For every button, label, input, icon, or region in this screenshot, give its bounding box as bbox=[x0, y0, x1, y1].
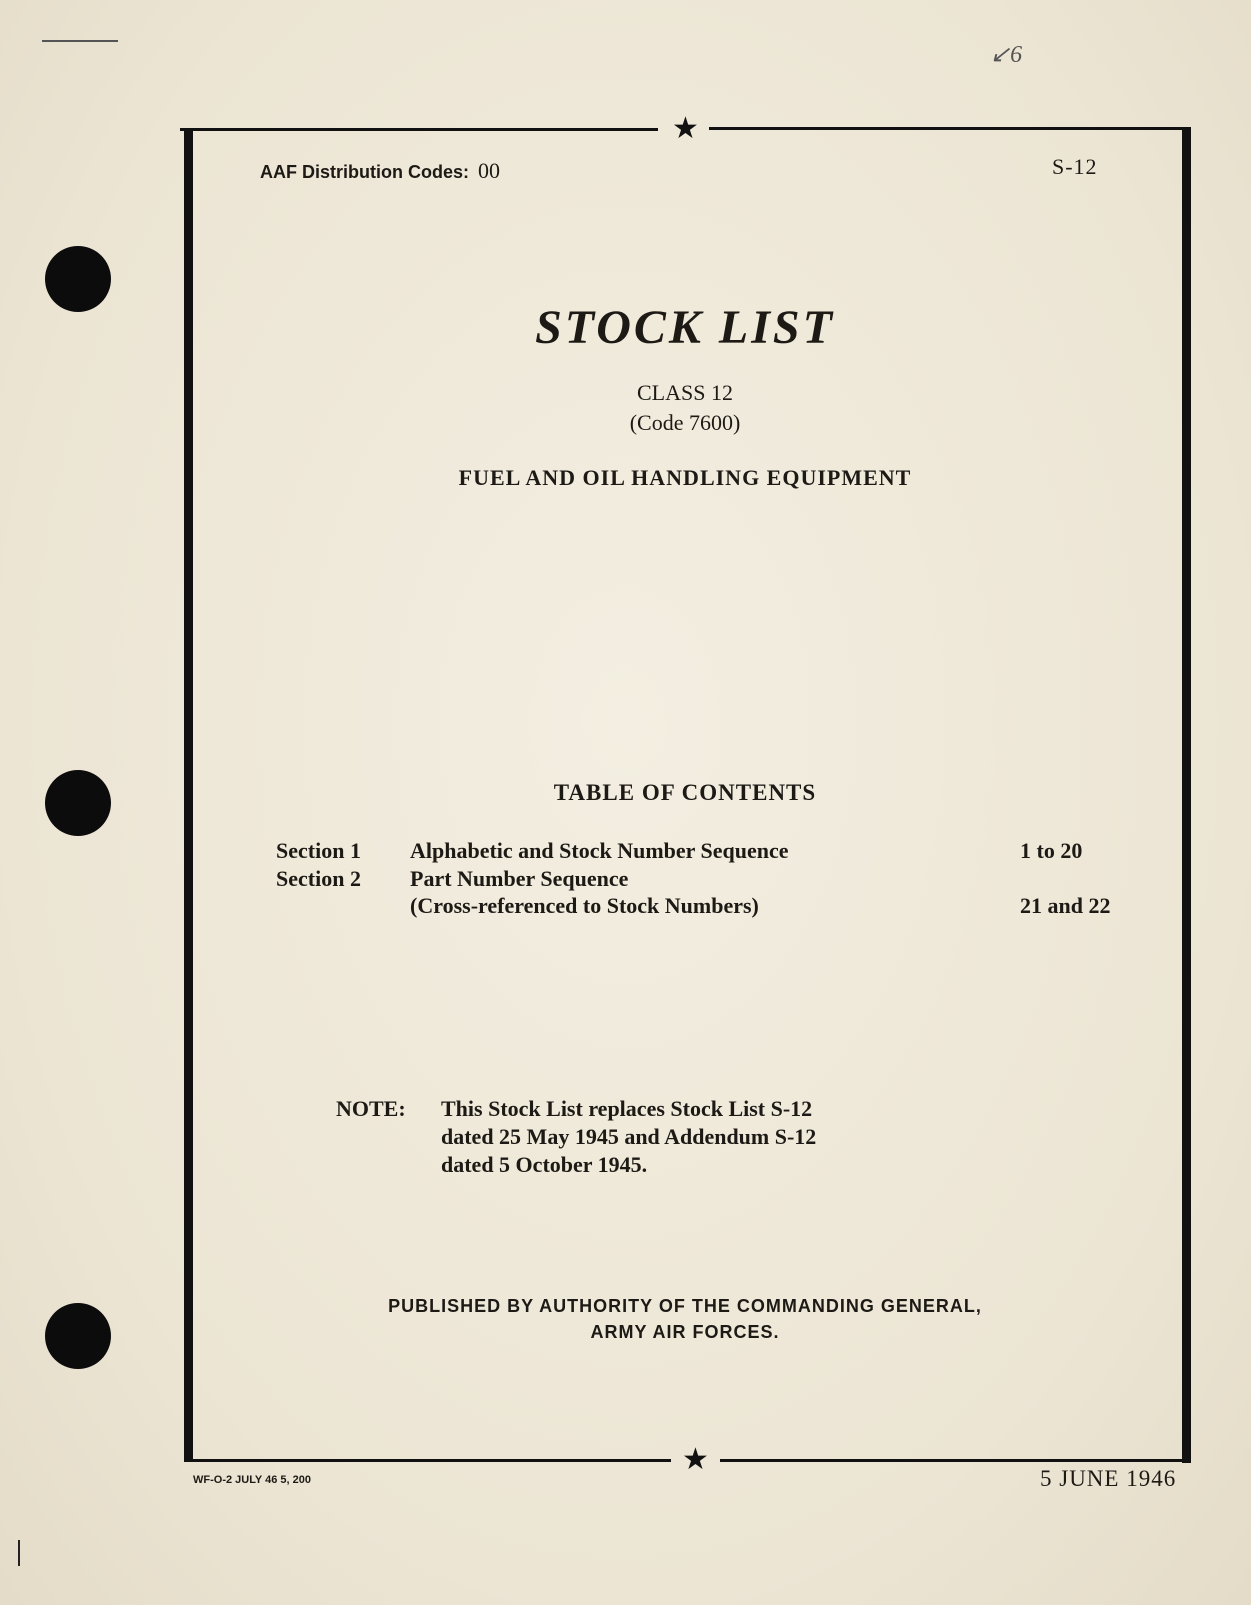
edge-mark bbox=[18, 1540, 20, 1566]
subject-line: FUEL AND OIL HANDLING EQUIPMENT bbox=[458, 465, 912, 490]
toc-description-continued: (Cross-referenced to Stock Numbers) bbox=[410, 893, 759, 918]
page-title: STOCK LIST bbox=[535, 301, 835, 354]
authority-line: PUBLISHED BY AUTHORITY OF THE COMMANDING GENERAL, bbox=[388, 1296, 982, 1316]
form-number: S-12 bbox=[1052, 154, 1098, 179]
pencil-annotation: ↙6 bbox=[990, 42, 1023, 68]
toc-description: Part Number Sequence bbox=[410, 866, 629, 891]
star-icon: ★ bbox=[682, 1442, 709, 1477]
authority-line: ARMY AIR FORCES. bbox=[590, 1322, 780, 1342]
distribution-label: AAF Distribution Codes: bbox=[260, 162, 469, 182]
frame-top-left-rule bbox=[180, 128, 658, 131]
frame-bottom-right-rule bbox=[720, 1459, 1185, 1462]
pencil-stroke bbox=[42, 40, 118, 42]
code-line: (Code 7600) bbox=[629, 410, 741, 435]
punch-hole-bottom bbox=[45, 1303, 111, 1369]
toc-pages: 1 to 20 bbox=[1020, 838, 1083, 863]
note-line: dated 5 October 1945. bbox=[441, 1152, 648, 1177]
toc-section: Section 1 bbox=[276, 838, 361, 863]
note-line: dated 25 May 1945 and Addendum S-12 bbox=[441, 1124, 817, 1149]
frame-top-right-rule bbox=[709, 127, 1186, 130]
distribution-value: 00 bbox=[478, 158, 501, 183]
print-code: WF-O-2 JULY 46 5, 200 bbox=[193, 1474, 311, 1486]
class-line: CLASS 12 bbox=[637, 380, 733, 405]
toc-pages: 21 and 22 bbox=[1020, 893, 1111, 918]
toc-heading: TABLE OF CONTENTS bbox=[553, 780, 817, 805]
star-icon: ★ bbox=[672, 111, 699, 146]
toc-description: Alphabetic and Stock Number Sequence bbox=[410, 838, 789, 863]
toc-section: Section 2 bbox=[276, 866, 361, 891]
publication-date: 5 JUNE 1946 bbox=[1040, 1466, 1177, 1491]
note-line: This Stock List replaces Stock List S-12 bbox=[441, 1096, 813, 1121]
distribution-codes bbox=[260, 158, 500, 184]
frame-bottom-left-rule bbox=[193, 1459, 671, 1462]
note-label: NOTE: bbox=[336, 1096, 406, 1121]
